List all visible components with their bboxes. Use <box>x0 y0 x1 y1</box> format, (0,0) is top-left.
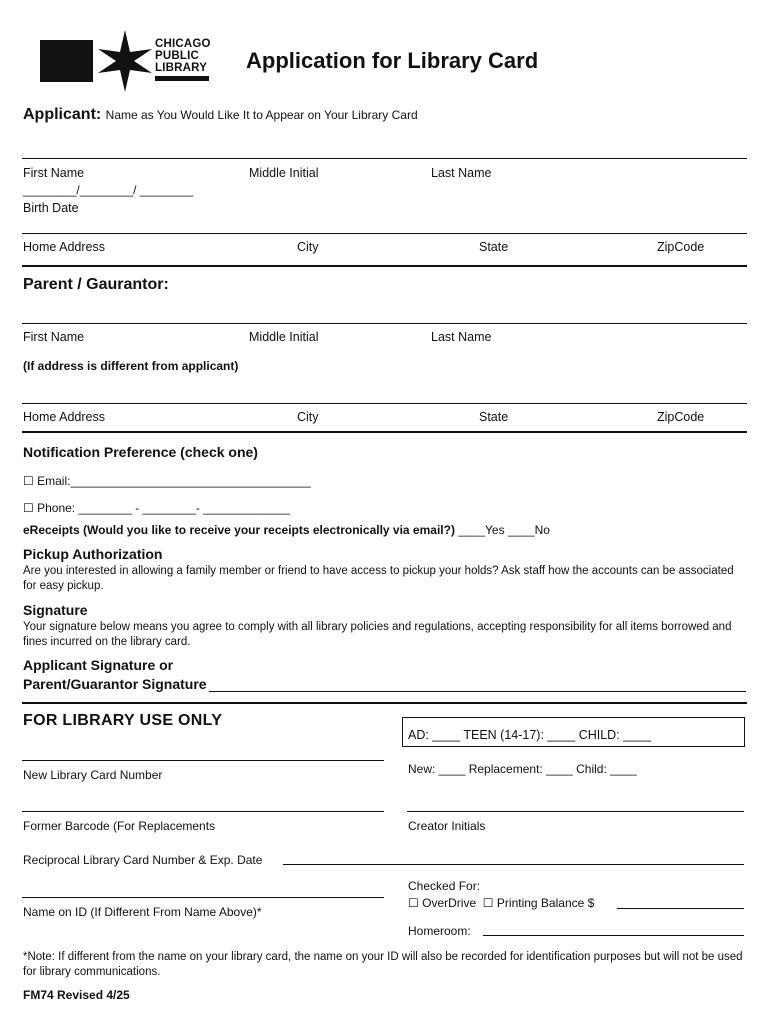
signature-heading: Signature <box>23 602 88 618</box>
guarantor-heading: Parent / Gaurantor: <box>23 276 169 293</box>
applicant-last-name-label: Last Name <box>431 166 492 180</box>
guarantor-first-name-label: First Name <box>23 330 85 344</box>
homeroom-line[interactable] <box>483 935 744 936</box>
applicant-heading-row <box>23 106 418 124</box>
checkbox-icon[interactable]: ☐ <box>408 896 419 910</box>
form-id: FM74 Revised 4/25 <box>23 988 130 1002</box>
checked-for-options <box>408 896 594 910</box>
guarantor-home-address-label: Home Address <box>23 410 105 424</box>
star-icon <box>97 30 153 92</box>
library-use-heading: FOR LIBRARY USE ONLY <box>23 712 223 729</box>
former-barcode-line[interactable] <box>22 811 384 812</box>
email-field[interactable]: Email:____________________________________ <box>37 474 311 488</box>
signature-body: Your signature below means you agree to comply with all library policies and regulations, accepting responsibility for all items borrowed and fines incurred on the library card. <box>23 621 732 648</box>
logo-wordmark <box>155 38 211 74</box>
guarantor-last-name-label: Last Name <box>431 330 492 344</box>
signature-label-line2: Parent/Guarantor Signature <box>23 676 207 692</box>
applicant-middle-initial-label: Middle Initial <box>249 166 319 180</box>
applicant-city-label: City <box>297 240 319 254</box>
age-category-text[interactable]: AD: ____ TEEN (14-17): ____ CHILD: ____ <box>408 728 651 742</box>
page-title: Application for Library Card <box>246 48 539 73</box>
section-divider <box>22 702 747 704</box>
age-category-box[interactable] <box>402 717 745 747</box>
guarantor-middle-initial-label: Middle Initial <box>249 330 319 344</box>
overdrive-label: OverDrive <box>422 896 477 910</box>
applicant-first-name-label: First Name <box>23 166 85 180</box>
former-barcode-label: Former Barcode (For Replacements <box>23 819 216 833</box>
section-divider <box>22 431 747 433</box>
signature-line[interactable] <box>209 691 746 692</box>
logo-line-2: PUBLIC <box>155 50 200 62</box>
name-on-id-line[interactable] <box>22 897 384 898</box>
creator-initials-line[interactable] <box>407 811 744 812</box>
applicant-home-address-label: Home Address <box>23 240 105 254</box>
applicant-zip-label: ZipCode <box>657 240 705 254</box>
checkbox-icon[interactable]: ☐ <box>23 474 34 488</box>
ereceipts-question: eReceipts (Would you like to receive your receipts electronically via email?) <box>23 523 455 537</box>
printing-balance-line[interactable] <box>617 908 744 909</box>
reciprocal-label: Reciprocal Library Card Number & Exp. Date <box>23 853 263 867</box>
logo-square <box>40 40 93 82</box>
email-option[interactable] <box>23 474 311 488</box>
ereceipts-options[interactable]: ____Yes ____No <box>458 523 550 537</box>
card-type-field[interactable]: New: ____ Replacement: ____ Child: ____ <box>408 762 637 776</box>
phone-option[interactable] <box>23 501 290 515</box>
applicant-state-label: State <box>479 240 509 254</box>
signature-label-line1: Applicant Signature or <box>23 657 174 673</box>
guarantor-city-label: City <box>297 410 319 424</box>
phone-field[interactable]: Phone: ________ - ________- _____________ <box>37 501 291 515</box>
guarantor-zip-label: ZipCode <box>657 410 705 424</box>
checkbox-icon[interactable]: ☐ <box>23 501 34 515</box>
pickup-body: Are you interested in allowing a family member or friend to have access to pickup your holds? Ask staff how the accounts can be associated for easy pickup. <box>23 565 734 592</box>
pickup-heading: Pickup Authorization <box>23 546 163 562</box>
logo-line-3: LIBRARY <box>155 62 208 74</box>
reciprocal-line[interactable] <box>283 864 744 865</box>
creator-initials-label: Creator Initials <box>408 819 486 833</box>
applicant-subheading: Name as You Would Like It to Appear on Your Library Card <box>105 108 418 122</box>
guarantor-name-line[interactable] <box>22 323 747 324</box>
checkbox-icon[interactable]: ☐ <box>482 896 494 910</box>
applicant-name-line[interactable] <box>22 158 747 159</box>
logo-underline <box>155 76 209 81</box>
notification-heading: Notification Preference (check one) <box>23 444 258 460</box>
ereceipts-row <box>23 523 550 537</box>
birth-date-label: Birth Date <box>23 201 79 215</box>
new-card-number-label: New Library Card Number <box>23 768 163 782</box>
section-divider <box>22 265 747 267</box>
guarantor-state-label: State <box>479 410 509 424</box>
name-on-id-label: Name on ID (If Different From Name Above)* <box>23 905 262 919</box>
homeroom-label: Homeroom: <box>408 924 471 938</box>
guarantor-address-line[interactable] <box>22 403 747 404</box>
logo-line-1: CHICAGO <box>155 38 211 50</box>
footer-note: *Note: If different from the name on your library card, the name on your ID will also be recorded for identification purposes but will not be used for library communications. <box>23 951 743 978</box>
guarantor-address-note: (If address is different from applicant) <box>23 359 239 373</box>
printing-balance-label: Printing Balance $ <box>496 896 595 910</box>
checked-for-label: Checked For: <box>408 879 481 893</box>
applicant-heading: Applicant: <box>23 106 102 123</box>
new-card-number-line[interactable] <box>22 760 384 761</box>
birth-date-field[interactable]: ________/________/ ________ <box>23 183 194 197</box>
applicant-address-line[interactable] <box>22 233 747 234</box>
